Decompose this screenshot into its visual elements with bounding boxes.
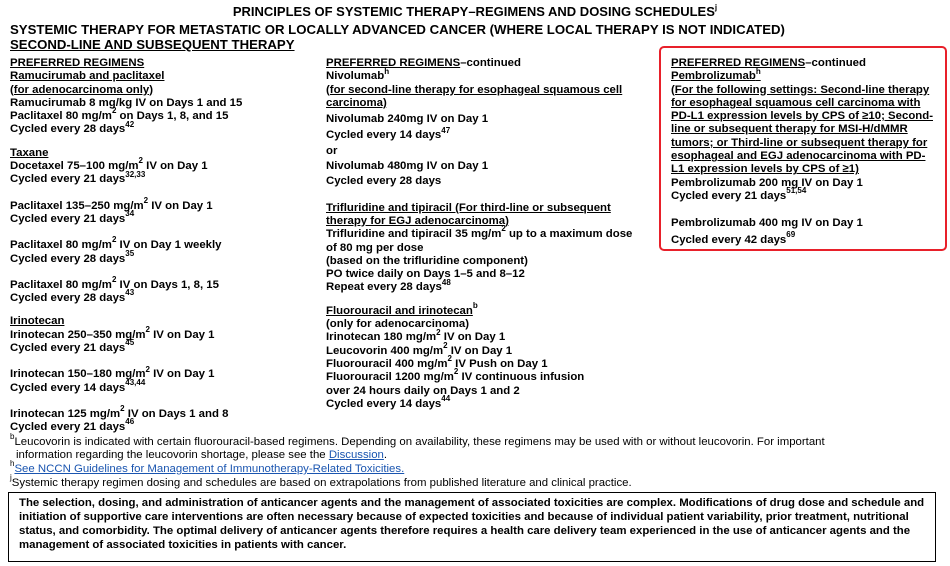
ramucirumab-title: Ramucirumab and paclitaxel: [10, 70, 165, 83]
regimen-line: PO twice daily on Days 1–5 and 8–12: [326, 268, 525, 281]
regimen-line: Irinotecan 150–180 $mg/m^2$ IV on Day 1: [10, 364, 215, 381]
regimen-line: of 80 mg per dose: [326, 241, 424, 254]
pembrolizumab-subtitle: esophageal and EGJ adenocarcinoma with PD-: [671, 150, 926, 163]
regimen-line: Trifluridine and tipiracil 35 $mg/m^2$ up to a maximum dose: [326, 224, 633, 241]
regimen-cycle: Cycled every 28 days$^{35}$: [10, 248, 135, 265]
regimen-cycle: Cycled every 14 days$^{43,44}$: [10, 377, 146, 394]
regimen-line: Pembrolizumab 200 mg IV on Day 1: [671, 176, 863, 189]
regimen-line: (based on the trifluridine component): [326, 254, 528, 267]
nivolumab-subtitle: carcinoma): [326, 96, 387, 109]
pembrolizumab-subtitle: for esophageal squamous cell carcinoma with: [671, 96, 921, 109]
column-3: [671, 57, 933, 247]
col2-heading: PREFERRED REGIMENS–continued: [326, 57, 521, 69]
or-text: or: [326, 144, 338, 157]
pembrolizumab-subtitle: line or subsequent therapy for MSI-H/dMMR: [671, 123, 908, 136]
footnote-j: $^j$Systemic therapy regimen dosing and schedules are based on extrapolations from published literature and clinical practice.: [10, 473, 632, 489]
disclaimer-box: The selection, dosing, and administration of anticancer agents and the management of associated toxicities are complex. Modifications of drug dose and schedule and initiation of supportive care interventions are often necessary because of expected toxicities and because of individual patient variability, prior treatment, nutritional status, and comorbidity. The optimal delivery of anticancer agents therefore requires a health care delivery team experienced in the use of anticancer agents and the management of associated toxicities in patients with cancer.: [8, 492, 936, 562]
regimen-cycle: Repeat every 28 days$^{48}$: [326, 277, 451, 294]
immunotherapy-toxicities-link[interactable]: See NCCN Guidelines for Management of Immunotherapy-Related Toxicities.: [14, 463, 405, 475]
column-2: [326, 57, 632, 411]
irinotecan-title: Irinotecan: [10, 315, 65, 328]
regimen-line: Irinotecan 180 $mg/m^2$ IV on Day 1: [326, 327, 506, 344]
regimen-line: Paclitaxel 80 $mg/m^2$ IV on Days 1, 8, 15: [10, 275, 219, 291]
regimen-line: Pembrolizumab 400 mg IV on Day 1: [671, 217, 863, 230]
section-subtitle: SYSTEMIC THERAPY FOR METASTATIC OR LOCALLY ADVANCED CANCER (WHERE LOCAL THERAPY IS NOT INDICATED): [10, 22, 785, 37]
regimen-line: Fluorouracil 400 $mg/m^2$ IV Push on Day 1: [326, 354, 548, 370]
regimen-cycle: Cycled every 14 days$^{47}$: [326, 125, 451, 142]
regimen-cycle: Cycled every 21 days$^{32,33}$: [10, 169, 146, 186]
footnote-b: $^b$Leucovorin is indicated with certain fluorouracil-based regimens. Depending on availability, these regimens may be used with or without leucovorin. For important information regarding the leucovorin shortage, please see the Discussion.: [10, 432, 825, 462]
regimen-line: (only for adenocarcinoma): [326, 318, 470, 331]
fluorouracil-title: Fluorouracil and irinotecan$^b$: [326, 300, 478, 317]
regimen-line: Nivolumab 240mg IV on Day 1: [326, 113, 489, 126]
regimen-line: Leucovorin 400 $mg/m^2$ IV on Day 1: [326, 340, 513, 357]
regimen-line: Fluorouracil 1200 $mg/m^2$ IV continuous infusion: [326, 367, 585, 384]
taxane-title: Taxane: [10, 146, 49, 159]
regimen-cycle: Cycled every 14 days$^{44}$: [326, 394, 451, 410]
regimen-cycle: Cycled every 28 days$^{43}$: [10, 288, 135, 305]
ramucirumab-subtitle: (for adenocarcinoma only): [10, 83, 154, 96]
pembrolizumab-subtitle: PD-L1 expression levels by CPS of ≥10; Second-: [671, 110, 933, 123]
column-1: [10, 57, 242, 435]
section-subheading: SECOND-LINE AND SUBSEQUENT THERAPY: [10, 37, 295, 52]
regimen-line: Nivolumab 480mg IV on Day 1: [326, 160, 489, 173]
regimen-cycle: Cycled every 21 days$^{51,54}$: [671, 186, 807, 202]
trifluridine-title: Trifluridine and tipiracil (For third-line or subsequent: [326, 201, 611, 214]
regimen-line: Paclitaxel 135–250 $mg/m^2$ IV on Day 1: [10, 195, 213, 212]
regimen-line: Docetaxel 75–100 $mg/m^2$ IV on Day 1: [10, 156, 208, 173]
regimen-cycle: Cycled every 21 days$^{45}$: [10, 338, 135, 355]
page-title: PRINCIPLES OF SYSTEMIC THERAPY–REGIMENS AND DOSING SCHEDULES$^j$: [232, 2, 718, 19]
regimen-cycle: Cycled every 21 days$^{46}$: [10, 417, 135, 434]
pembrolizumab-subtitle: L1 expression levels by CPS of ≥1): [671, 163, 859, 176]
regimen-cycle: Cycled every 28 days: [326, 175, 442, 188]
nivolumab-subtitle: (for second-line therapy for esophageal squamous cell: [326, 83, 623, 96]
regimen-line: Paclitaxel 80 $mg/m^2$ on Days 1, 8, and 15: [10, 106, 229, 123]
pembrolizumab-title: Pembrolizumab$^h$: [671, 66, 761, 83]
regimen-cycle: Cycled every 42 days$^{69}$: [671, 229, 796, 246]
pembrolizumab-subtitle: tumors; or Third-line or subsequent therapy for: [671, 136, 928, 149]
trifluridine-title: therapy for EGJ adenocarcinoma): [326, 214, 509, 227]
col3-heading: PREFERRED REGIMENS–continued: [671, 57, 866, 69]
nivolumab-title: Nivolumab$^h$: [326, 66, 390, 83]
regimen-line: Ramucirumab 8 mg/kg IV on Days 1 and 15: [10, 96, 243, 109]
regimen-cycle: Cycled every 28 days$^{42}$: [10, 119, 135, 136]
regimen-line: Irinotecan 125 $mg/m^2$ IV on Days 1 and 8: [10, 404, 229, 420]
pembrolizumab-subtitle: (For the following settings: Second-line therapy: [671, 83, 930, 96]
regimen-line: Irinotecan 250–350 $mg/m^2$ IV on Day 1: [10, 324, 215, 341]
discussion-link[interactable]: Discussion: [328, 449, 384, 462]
regimen-line: Paclitaxel 80 $mg/m^2$ IV on Day 1 weekly: [10, 235, 222, 252]
footnote-h: $^h$See NCCN Guidelines for Management of Immunotherapy-Related Toxicities.: [10, 459, 405, 475]
regimen-cycle: Cycled every 21 days$^{34}$: [10, 209, 135, 225]
col1-heading: PREFERRED REGIMENS: [10, 57, 145, 69]
regimen-line: over 24 hours daily on Days 1 and 2: [326, 384, 520, 397]
